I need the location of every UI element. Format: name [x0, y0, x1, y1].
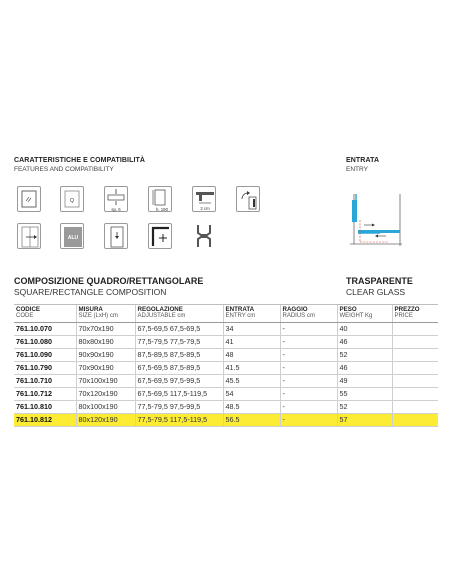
- entry-diagram: [344, 192, 408, 248]
- cell-adjust: 77,5-79,5 117,5-119,5: [135, 414, 223, 427]
- entry-title: ENTRATA: [346, 157, 380, 164]
- col-weight-header: PESO WEIGHT Kg: [337, 305, 392, 323]
- cell-weight: 40: [337, 323, 392, 336]
- sliding-door-icon: [17, 223, 41, 249]
- cell-code: 761.10.810: [14, 401, 76, 414]
- cell-price: [392, 414, 438, 427]
- cell-entry: 54: [223, 388, 280, 401]
- cell-radius: -: [280, 362, 337, 375]
- glass-thickness-icon: [104, 186, 128, 212]
- col-price-header: PREZZO PRICE: [392, 305, 438, 323]
- cell-size: 90x90x190: [76, 349, 135, 362]
- cell-radius: -: [280, 388, 337, 401]
- cell-radius: -: [280, 349, 337, 362]
- composition-subtitle: SQUARE/RECTANGLE COMPOSITION: [14, 287, 167, 297]
- cell-weight: 52: [337, 401, 392, 414]
- cell-code: 761.10.790: [14, 362, 76, 375]
- adjustment-2cm-icon: [192, 186, 216, 212]
- cell-adjust: 67,5-69,5 87,5-89,5: [135, 362, 223, 375]
- cell-size: 70x100x190: [76, 375, 135, 388]
- aluminium-finish-icon: [60, 223, 84, 249]
- aluminium-label: ALU: [67, 235, 79, 241]
- cell-adjust: 67,5-69,5 97,5-99,5: [135, 375, 223, 388]
- cell-radius: -: [280, 323, 337, 336]
- square-shape-label: Q: [70, 198, 74, 204]
- cell-radius: -: [280, 336, 337, 349]
- cell-size: 70x70x190: [76, 323, 135, 336]
- glass-panel-icon: [104, 223, 128, 249]
- cell-entry: 41: [223, 336, 280, 349]
- cell-code: 761.10.712: [14, 388, 76, 401]
- height-190-icon: [148, 186, 172, 212]
- corner-combination-icon: [148, 223, 172, 249]
- cell-size: 80x100x190: [76, 401, 135, 414]
- cell-weight: 55: [337, 388, 392, 401]
- table-row: [14, 336, 438, 349]
- cell-radius: -: [280, 375, 337, 388]
- table-row: [14, 388, 438, 401]
- table-row: [14, 323, 438, 336]
- cell-weight: 46: [337, 362, 392, 375]
- cell-size: 80x120x190: [76, 414, 135, 427]
- cell-code: 761.10.090: [14, 349, 76, 362]
- col-size-header: MISURA SIZE (LxH) cm: [76, 305, 135, 323]
- table-row: [14, 414, 438, 427]
- table-row: [14, 349, 438, 362]
- cell-adjust: 87,5-89,5 87,5-89,5: [135, 349, 223, 362]
- cell-entry: 48: [223, 349, 280, 362]
- cell-adjust: 67,5-69,5 67,5-69,5: [135, 323, 223, 336]
- cell-price: [392, 336, 438, 349]
- cell-price: [392, 401, 438, 414]
- col-radius-header: RAGGIO RADIUS cm: [280, 305, 337, 323]
- cell-code: 761.10.080: [14, 336, 76, 349]
- composition-title: COMPOSIZIONE QUADRO/RETTANGOLARE: [14, 276, 204, 286]
- features-title: CARATTERISTICHE E COMPATIBILITÀ: [14, 157, 146, 164]
- cell-adjust: 77,5-79,5 77,5-79,5: [135, 336, 223, 349]
- cell-entry: 56.5: [223, 414, 280, 427]
- cell-price: [392, 349, 438, 362]
- cell-entry: 34: [223, 323, 280, 336]
- height-label: h. 190: [156, 207, 168, 212]
- cell-code: 761.10.812: [14, 414, 76, 427]
- cell-price: [392, 323, 438, 336]
- cell-entry: 48.5: [223, 401, 280, 414]
- cell-price: [392, 375, 438, 388]
- cell-code: 761.10.710: [14, 375, 76, 388]
- cell-radius: -: [280, 401, 337, 414]
- glass-thickness-label: sp. 6: [111, 207, 121, 212]
- entry-subtitle: ENTRY: [346, 166, 368, 173]
- cell-weight: 57: [337, 414, 392, 427]
- cell-code: 761.10.070: [14, 323, 76, 336]
- reversible-door-icon: [236, 186, 260, 212]
- square-shape-icon: [60, 186, 84, 212]
- cell-size: 70x120x190: [76, 388, 135, 401]
- cell-entry: 45.5: [223, 375, 280, 388]
- col-code-header: CODICE CODE: [14, 305, 76, 323]
- glass-subtitle: CLEAR GLASS: [346, 287, 406, 297]
- table-header-row: [14, 305, 438, 323]
- features-subtitle: FEATURES AND COMPATIBILITY: [14, 166, 114, 173]
- table-row: [14, 362, 438, 375]
- fixed-panel-icon: [17, 186, 41, 212]
- cell-weight: 46: [337, 336, 392, 349]
- table-row: [14, 375, 438, 388]
- col-entry-header: ENTRATA ENTRY cm: [223, 305, 280, 323]
- cell-size: 70x90x190: [76, 362, 135, 375]
- cell-adjust: 77,5-79,5 97,5-99,5: [135, 401, 223, 414]
- composition-table: [14, 304, 438, 427]
- cell-price: [392, 362, 438, 375]
- glass-title: TRASPARENTE: [346, 276, 413, 286]
- cell-entry: 41.5: [223, 362, 280, 375]
- cell-size: 80x80x190: [76, 336, 135, 349]
- adjustment-label: 2 cm: [200, 206, 210, 211]
- col-adjust-header: REGOLAZIONE ADJUSTABLE cm: [135, 305, 223, 323]
- cell-adjust: 67,5-69,5 117,5-119,5: [135, 388, 223, 401]
- cell-price: [392, 388, 438, 401]
- table-row: [14, 401, 438, 414]
- cell-radius: -: [280, 414, 337, 427]
- profile-section-icon: [192, 223, 216, 249]
- cell-weight: 52: [337, 349, 392, 362]
- cell-weight: 49: [337, 375, 392, 388]
